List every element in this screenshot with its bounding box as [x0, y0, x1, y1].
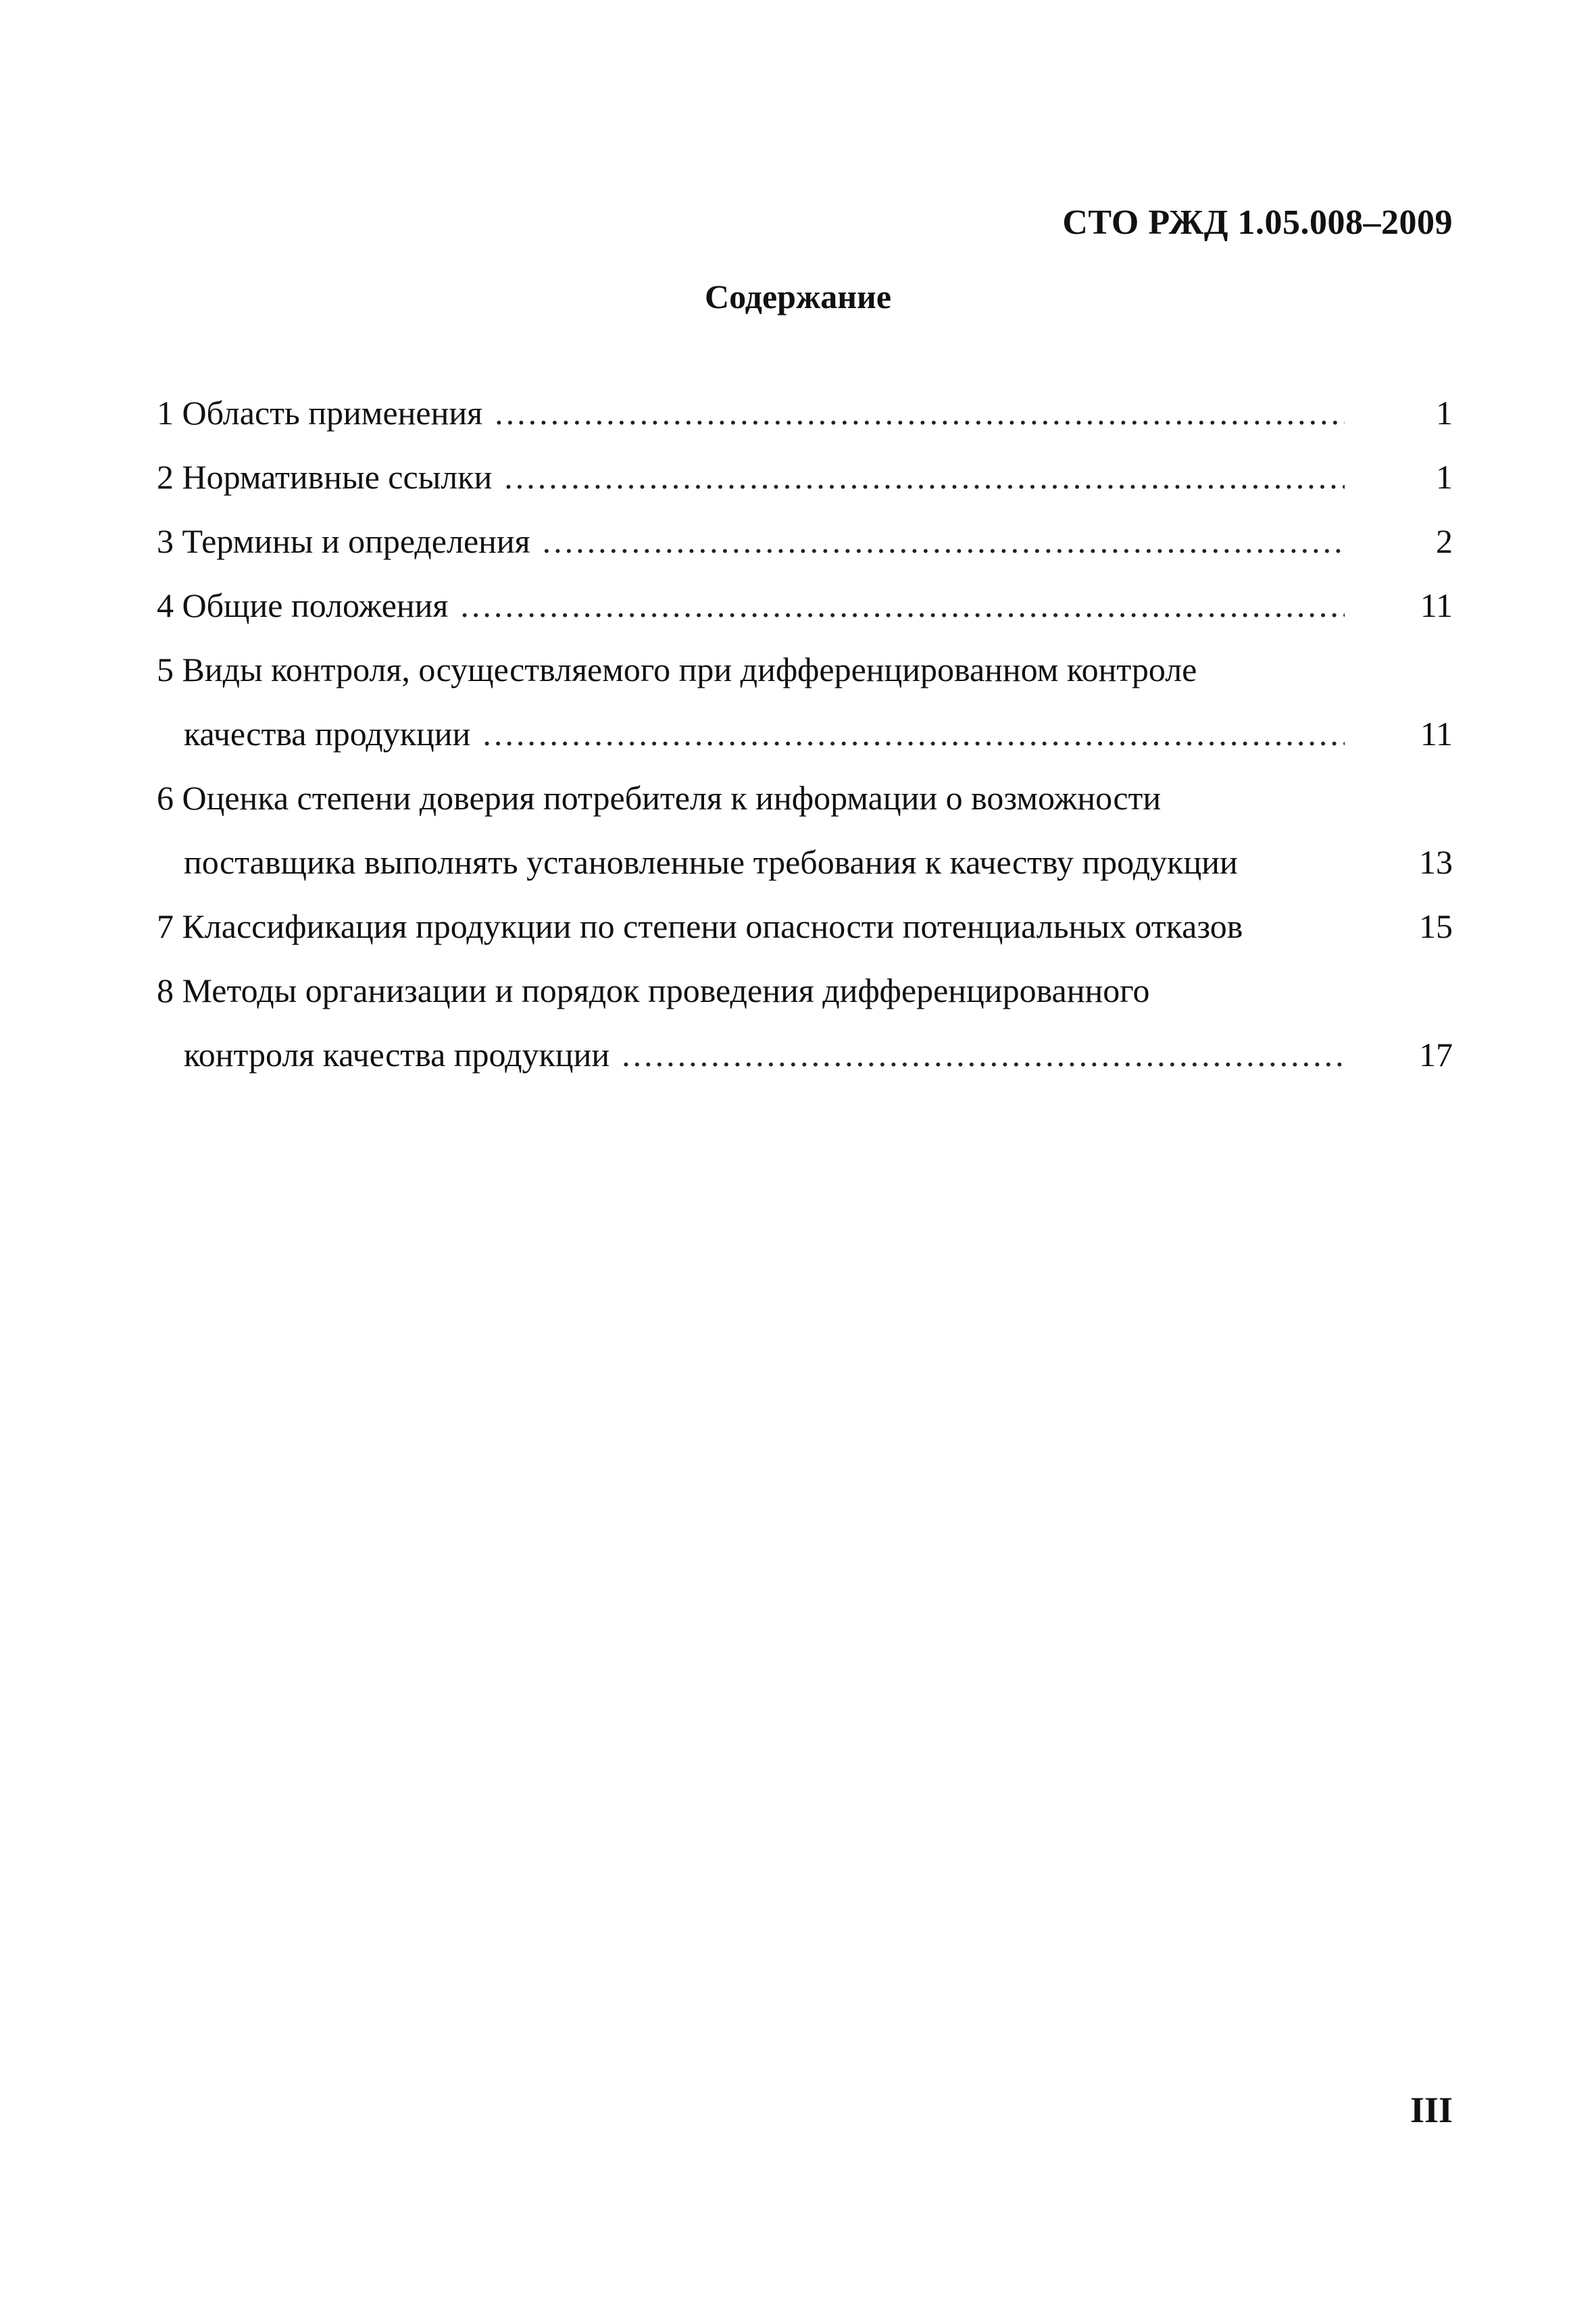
toc-line: [157, 509, 1453, 574]
toc-entry-3[interactable]: [157, 509, 1453, 574]
toc-entry-title-continuation: качества продукции: [184, 715, 471, 753]
toc-line: [157, 638, 1453, 702]
toc-entry-title: Оценка степени доверия потребителя к информации о возможности: [182, 779, 1162, 817]
toc-line: [157, 445, 1453, 509]
toc-entry-number: 1: [157, 394, 174, 432]
toc-entry-title: Нормативные ссылки: [182, 458, 493, 496]
page-number: III: [1410, 2090, 1453, 2130]
toc-entry-page: 1: [1436, 394, 1453, 432]
document-code: СТО РЖД 1.05.008–2009: [1062, 203, 1453, 242]
toc-leader-dots: [504, 445, 1345, 509]
toc-entry-number: 3: [157, 522, 174, 560]
toc-entry-page: 17: [1419, 1036, 1453, 1074]
table-of-contents: [157, 381, 1453, 1087]
toc-entry-number: 7: [157, 907, 174, 945]
toc-entry-5[interactable]: [157, 638, 1453, 766]
toc-entry-title: Виды контроля, осуществляемого при дифференцированном контроле: [182, 651, 1197, 688]
toc-line: [157, 895, 1453, 959]
toc-leader-dots: [543, 509, 1345, 574]
toc-entry-title: Общие положения: [182, 586, 449, 624]
toc-entry-title: Методы организации и порядок проведения дифференцированного: [182, 972, 1150, 1009]
toc-line: [157, 574, 1453, 638]
toc-line: [157, 766, 1453, 830]
toc-line-continuation: [157, 1023, 1453, 1087]
toc-entry-page: 11: [1420, 586, 1453, 624]
toc-entry-4[interactable]: [157, 574, 1453, 638]
toc-title: Содержание: [704, 278, 892, 316]
toc-entry-title: Термины и определения: [182, 522, 530, 560]
toc-entry-number: 4: [157, 586, 174, 624]
toc-line: [157, 959, 1453, 1023]
toc-entry-page: 2: [1436, 522, 1453, 560]
toc-entry-2[interactable]: [157, 445, 1453, 509]
toc-entry-7[interactable]: [157, 895, 1453, 959]
toc-entry-page: 15: [1419, 907, 1453, 945]
toc-line: [157, 381, 1453, 445]
toc-line-continuation: [157, 702, 1453, 766]
toc-entry-title: Классификация продукции по степени опасности потенциальных отказов: [182, 907, 1243, 945]
toc-entry-6[interactable]: [157, 766, 1453, 895]
toc-entry-number: 2: [157, 458, 174, 496]
toc-entry-number: 8: [157, 972, 174, 1009]
toc-entry-title-continuation: контроля качества продукции: [184, 1036, 610, 1074]
toc-entry-number: 5: [157, 651, 174, 688]
toc-entry-page: 11: [1420, 715, 1453, 753]
toc-leader-dots: [495, 381, 1345, 445]
toc-entry-1[interactable]: [157, 381, 1453, 445]
toc-entry-8[interactable]: [157, 959, 1453, 1087]
toc-entry-title-continuation: поставщика выполнять установленные требования к качеству продукции: [184, 843, 1238, 881]
toc-entry-title: Область применения: [182, 394, 483, 432]
toc-leader-dots: [460, 574, 1345, 638]
toc-leader-dots: [622, 1023, 1345, 1087]
toc-entry-page: 1: [1436, 458, 1453, 496]
toc-leader-dots: [482, 702, 1345, 766]
toc-line-continuation: [157, 830, 1453, 895]
toc-entry-number: 6: [157, 779, 174, 817]
toc-entry-page: 13: [1419, 843, 1453, 881]
